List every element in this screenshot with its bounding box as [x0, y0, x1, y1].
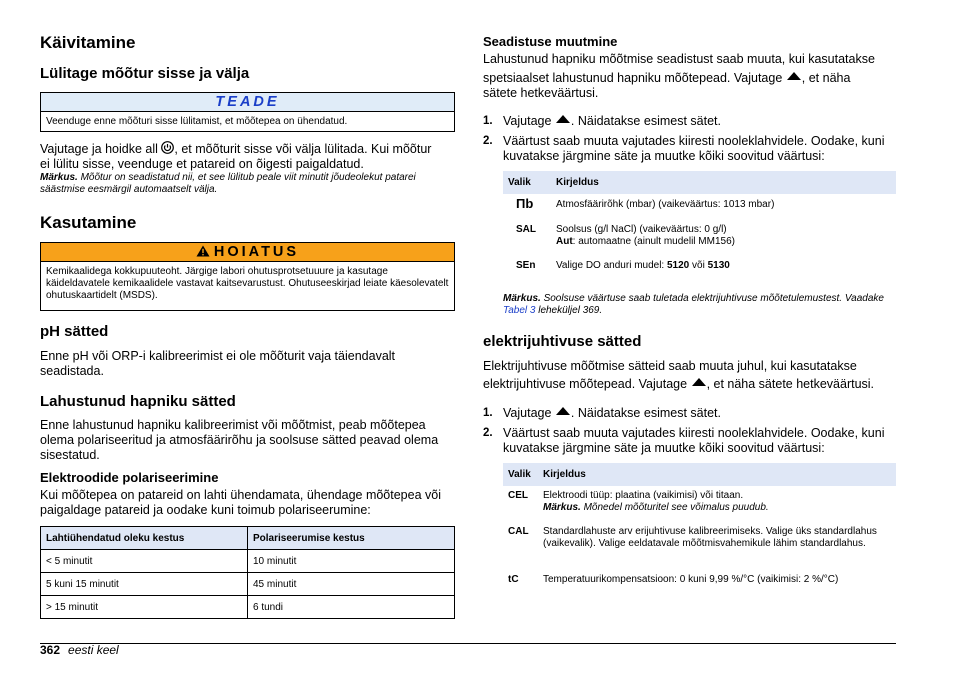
salinity-note-text: Soolsuse väärtuse saab tuletada elektrijuhtivuse mõõtetulemustest. Vaadake [540, 293, 884, 304]
polarization-table [40, 526, 455, 619]
col-valik: Valik [508, 469, 531, 480]
settings-row [503, 224, 896, 250]
table-cell: > 15 minutit [41, 596, 248, 619]
table-cell: 6 tundi [248, 596, 455, 619]
list-item [483, 406, 896, 421]
salinity-note [503, 293, 896, 317]
warning-label: HOIATUS [213, 244, 300, 260]
page-number: 362 [40, 643, 61, 657]
table-header-cell: Polariseerumise kestus [248, 527, 455, 550]
col-kirjeldus: Kirjeldus [543, 469, 586, 480]
power-note [40, 172, 455, 196]
heading-ph: pH sätted [40, 323, 109, 340]
heading-elektroodide: Elektroodide polariseerimine [40, 470, 219, 485]
power-text-a: Vajutage ja hoidke all [40, 142, 158, 156]
warning-text: Kemikaalidega kokkupuuteoht. Järgige labori ohutusprotsetuuure ja kasutage käideldavatele kemikaalidele vastavat kaitsevarustust. Ohutuseeskirjad leiate käesolevatelt ohutuskaartidelt (MSDS). [46, 266, 449, 301]
salinity-note-tail: leheküljel 369. [535, 305, 603, 316]
settings-table-1 [503, 171, 896, 281]
ej-text-a: elektrijuhtivuse mõõtepead. Vajutage [483, 377, 688, 391]
settings-value: Temperatuurikompensatsioon: 0 kuni 9,99 %/°C (vaikimisi: 2 %/°C) [543, 574, 839, 585]
ej-line2 [483, 377, 896, 392]
power-paragraph [40, 141, 455, 172]
up-arrow-icon [787, 72, 801, 80]
salinity-note-label: Märkus. [503, 293, 541, 304]
table-cell: 45 minutit [248, 573, 455, 596]
table-header-row [41, 527, 455, 550]
heading-seadistuse: Seadistuse muutmine [483, 34, 618, 49]
settings-key: SAL [516, 224, 536, 235]
settings-value: Standardlahuste arv erijuhtivuse kalibreerimiseks. Valige üks standardlahus (vaikevalik). Valige eeldatavale mõõtmisvahemikule lähim standardlahus. [543, 526, 877, 549]
seadistuse-line2 [483, 71, 896, 86]
ph-paragraph: Enne pH või ORP-i kalibreerimist ei ole mõõturit vaja täiendavalt seadistada. [40, 349, 396, 378]
settings-row [503, 196, 896, 215]
footer [40, 643, 119, 657]
settings-key: CAL [508, 526, 529, 537]
settings-key: CEL [508, 490, 528, 501]
power-note-text: Mõõtur on seadistatud nii, et see lülitub peale viit minutit jõudeolekut patarei säästmise eesmärgil automaatselt välja. [40, 172, 416, 195]
table-row [41, 573, 455, 596]
settings-key: Пb [516, 196, 534, 211]
power-text-b: , et mõõturit sisse või välja lülitada. Kui mõõtur [174, 142, 432, 156]
list-number: 1. [483, 407, 493, 419]
list-text: Vajutage . Näidatakse esimest sätet. [503, 406, 721, 420]
warning-header [41, 243, 454, 262]
lahustunud-paragraph: Enne lahustunud hapniku kalibreerimist või mõõtmist, peab mõõtepea olema polariseeritud ja atmosfäärirõhu ja soolsuse sätted peavad olema sisestatud. [40, 418, 439, 462]
power-text-c: ei lülitu sisse, veenduge et patareid on õigesti paigaldatud. [40, 157, 364, 171]
list-number: 1. [483, 115, 493, 127]
settings-table-header [503, 171, 896, 194]
seadistuse-line1: Lahustunud hapniku mõõtmise seadistust saab muuta, kui kasutatakse [483, 52, 875, 66]
table-row [41, 596, 455, 619]
tabel-3-link[interactable]: Tabel 3 [503, 305, 536, 316]
heading-kasutamine: Kasutamine [40, 213, 137, 232]
warning-triangle-icon [196, 245, 210, 257]
elektroodide-paragraph: Kui mõõtepea on patareid on lahti ühendamata, ühendage mõõtepea või paigaldage patareid ja oodake kuni toimub polariseerumine: [40, 488, 441, 517]
settings-row [503, 260, 896, 274]
settings-row [503, 574, 896, 588]
heading-elektrijuhtivuse: elektrijuhtivuse sätted [483, 333, 642, 350]
list-text: Väärtust saab muuta vajutades kiiresti nooleklahvidele. Oodake, kuni kuvatakse järgmine säte ja muutke kõiki soovitud väärtusi: [503, 134, 885, 163]
settings-value: Soolsus (g/l NaCl) (vaikeväärtus: 0 g/l) Aut: automaatne (ainult mudelil MM156) [556, 224, 735, 247]
table-cell: 5 kuni 15 minutit [41, 573, 248, 596]
table-row [41, 550, 455, 573]
notice-text: Veenduge enne mõõturi sisse lülitamist, et mõõtepea on ühendatud. [46, 116, 348, 127]
list-number: 2. [483, 135, 493, 147]
power-icon [161, 141, 174, 154]
power-note-label: Märkus. [40, 172, 78, 183]
footer-language: eesti keel [68, 643, 119, 657]
notice-box [40, 92, 455, 132]
heading-lahustunud: Lahustunud hapniku sätted [40, 393, 236, 410]
settings-value: Elektroodi tüüp: plaatina (vaikimisi) või titaan. Märkus. Mõnedel mõõturitel see võimalus puudub. [543, 490, 769, 513]
warning-box [40, 242, 455, 311]
seadistuse-text-a: spetsiaalset lahustunud hapniku mõõtepead. Vajutage [483, 71, 783, 85]
table-cell: < 5 minutit [41, 550, 248, 573]
up-arrow-icon [556, 407, 570, 415]
list-item [483, 114, 896, 129]
list-item [483, 426, 896, 458]
settings-key: tC [508, 574, 519, 585]
up-arrow-icon [692, 378, 706, 386]
table-header-cell: Lahtiühendatud oleku kestus [41, 527, 248, 550]
list-item [483, 134, 896, 166]
ej-text-b: , et näha sätete hetkeväärtusi. [706, 377, 875, 391]
heading-lulitage: Lülitage mõõtur sisse ja välja [40, 65, 250, 82]
col-kirjeldus: Kirjeldus [556, 177, 599, 188]
list-text: Väärtust saab muuta vajutades kiiresti nooleklahvidele. Oodake, kuni kuvatakse järgmine säte ja muutke kõiki soovitud väärtusi: [503, 426, 885, 455]
col-valik: Valik [508, 177, 531, 188]
ej-line1: Elektrijuhtivuse mõõtmise sätteid saab muuta juhul, kui kasutatakse [483, 359, 857, 373]
list-text: Vajutage . Näidatakse esimest sätet. [503, 114, 721, 128]
table-cell: 10 minutit [248, 550, 455, 573]
heading-kaivitamine: Käivitamine [40, 33, 136, 52]
footer-divider [40, 643, 896, 644]
notice-label: TEADE [41, 93, 454, 112]
list-number: 2. [483, 427, 493, 439]
settings-table-header [503, 463, 896, 486]
settings-value: Atmosfäärirõhk (mbar) (vaikeväärtus: 1013 mbar) [556, 199, 775, 210]
seadistuse-text-b: , et näha [801, 71, 851, 85]
up-arrow-icon [556, 115, 570, 123]
settings-key: SEn [516, 260, 536, 271]
settings-value: Valige DO anduri mudel: 5120 või 5130 [556, 260, 730, 271]
settings-row [503, 490, 896, 516]
settings-row [503, 526, 896, 564]
settings-table-2 [503, 463, 896, 593]
seadistuse-line3: sätete hetkeväärtusi. [483, 86, 599, 100]
